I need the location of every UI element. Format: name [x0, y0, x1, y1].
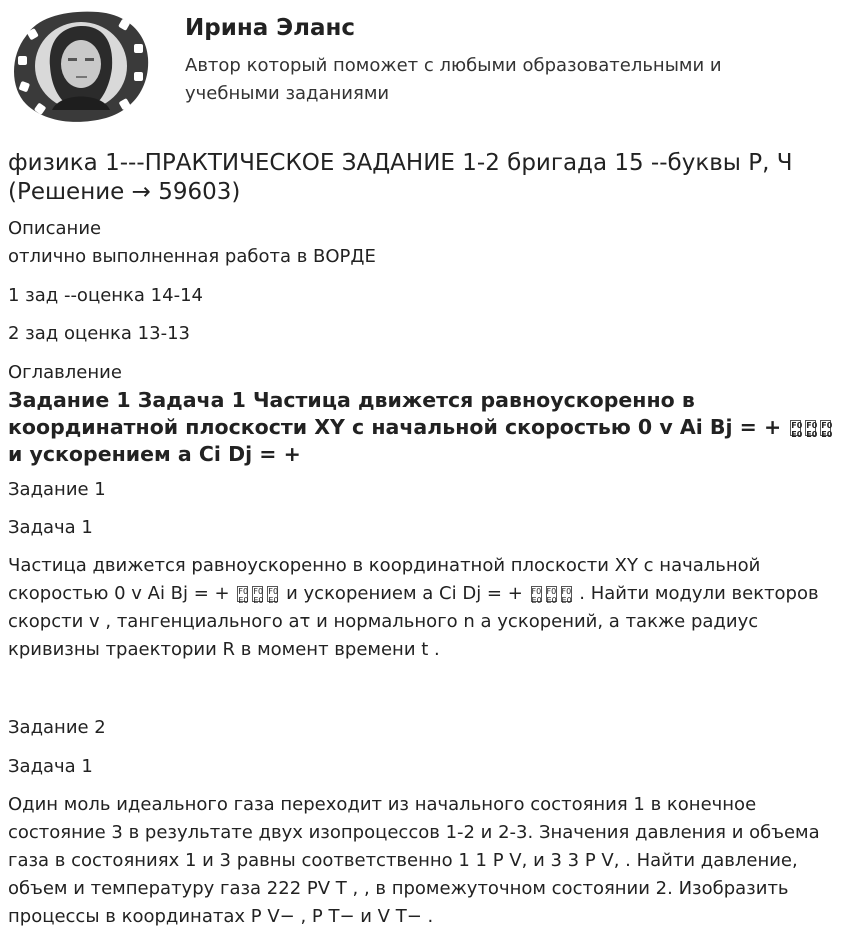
task1-text — [8, 552, 838, 664]
glyph-box: F0 E0 — [821, 421, 833, 439]
description-line-2: 1 зад --оценка 14-14 — [8, 285, 203, 306]
task1-text-a: Частица движется равноускоренно в координатной плоскости XY с начальной скоростью 0 v Ai Bj = + — [8, 555, 761, 604]
glyph-box: F0 E0 — [268, 587, 279, 605]
task1-text-b: и ускорением a Ci Dj = + — [286, 583, 523, 604]
page-title: физика 1---ПРАКТИЧЕСКОЕ ЗАДАНИЕ 1-2 бригада 15 --буквы Р, Ч (Решение → 59603) — [8, 150, 793, 205]
task2-sub: Задача 1 — [8, 756, 93, 777]
toc-heading-part1: Задание 1 Задача 1 Частица движется равноускоренно в координатной плоскости XY с начальной скоростью 0 v Ai Bj = + — [8, 388, 782, 439]
glyph-box: F0 E0 — [531, 587, 542, 605]
author-card — [8, 6, 838, 128]
description-label: Описание — [8, 218, 102, 239]
glyph-box: F0 E0 — [791, 421, 803, 439]
description-line-1: отлично выполненная работа в ВОРДЕ — [8, 246, 376, 267]
glyph-box: F0 E0 — [561, 587, 572, 605]
glyph-box: F0 E0 — [546, 587, 557, 605]
task2-text: Один моль идеального газа переходит из начального состояния 1 в конечное состояние 3 в результате двух изопроцессов 1-2 и 2-3. Значения давления и объема газа в состояниях 1 и 3 равны соответственно 1 1 P V, и 3 3 P V, . Найти давление, объем и температуру газа 222 PV T , , в промежуточном состоянии 2. Изобразить процессы в координатах P V− , P T− и V T− . — [8, 794, 820, 927]
glyph-box: F0 E0 — [238, 587, 249, 605]
description-line-3: 2 зад оценка 13-13 — [8, 323, 190, 344]
toc-label: Оглавление — [8, 362, 122, 383]
film-strip-avatar-icon[interactable] — [8, 6, 150, 126]
task2-label: Задание 2 — [8, 717, 106, 738]
glyph-box: F0 E0 — [806, 421, 818, 439]
toc-heading[interactable] — [8, 387, 843, 468]
task1-sub: Задача 1 — [8, 517, 93, 538]
author-description: Автор который поможет с любыми образовательными и учебными заданиями — [185, 55, 722, 104]
task1-label: Задание 1 — [8, 479, 106, 500]
toc-heading-part2: и ускорением a Ci Dj = + — [8, 442, 301, 466]
author-name[interactable]: Ирина Эланс — [185, 15, 356, 41]
glyph-box: F0 E0 — [253, 587, 264, 605]
task1-text-c: . Найти модули векторов скорсти v , тангенциального aτ и нормального n a ускорений, а также радиус кривизны траектории R в момент времени t . — [8, 583, 819, 660]
